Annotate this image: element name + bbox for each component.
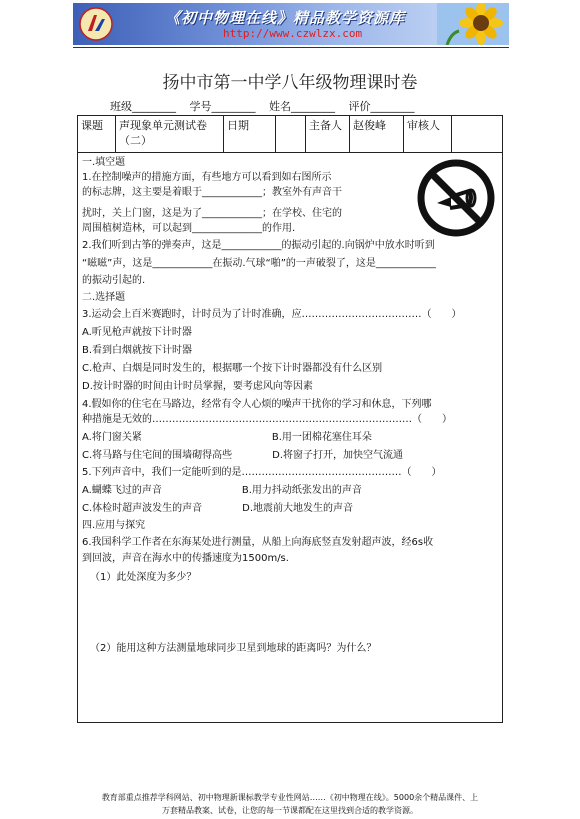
class-field: 班级________: [110, 100, 176, 113]
footer-line-1: 教育部重点推荐学科网站、初中物理新课标教学专业性网站……《初中物理在线》。5000余个精品课件、上: [101, 793, 479, 802]
date-label: 日期: [224, 116, 276, 152]
section-heading: 四.应用与探究: [82, 520, 146, 531]
banner-rule: [73, 47, 509, 48]
evaluation-field: 评价________: [348, 100, 415, 113]
banner-title: 《初中物理在线》精品教学资源库: [165, 9, 406, 27]
option-line: C.体检时超声波发生的声音 D.地震前大地发生的声音: [82, 503, 354, 514]
name-field: 姓名________: [269, 100, 335, 113]
footer-line-2: 万套精品教案、试卷，让您的每一节课都配在这里找到合适的教学资源。: [162, 806, 418, 815]
question-line: 周围植树造林，可以起到______________的作用.: [82, 223, 296, 234]
reviewer-label: 审核人: [404, 116, 452, 152]
site-logo-icon: [79, 7, 113, 41]
sunflower-icon: [437, 3, 509, 45]
question-line: 的标志牌，这主要是着眼于____________；教室外有声音干: [82, 187, 342, 198]
topic-value: 声现象单元测试卷（二）: [116, 116, 224, 152]
question-line: 的振动引起的.: [82, 275, 146, 286]
banner-url[interactable]: http://www.czwlzx.com: [223, 27, 363, 40]
date-value: [276, 116, 306, 152]
question-line: 种措施是无效的……………………………………………………………………（ ）: [82, 414, 452, 425]
topic-label: 课题: [78, 116, 116, 152]
question-line: 5.下列声音中，我们一定能听到的是…………………………………………（ ）: [82, 467, 442, 478]
no-horn-sign-icon: [417, 159, 495, 237]
section-heading: 二.选择题: [82, 292, 126, 303]
preparer-value: 赵俊峰: [350, 116, 404, 152]
exam-frame: [77, 115, 503, 723]
preparer-label: 主备人: [306, 116, 350, 152]
option-line: B.看到白烟就按下计时器: [82, 345, 193, 356]
page-title: 扬中市第一中学八年级物理课时卷: [162, 73, 418, 93]
option-line: A.蝴蝶飞过的声音 B.用力抖动纸张发出的声音: [82, 485, 362, 496]
question-line: 6.我国科学工作者在东海某处进行测量，从船上向海底竖直发射超声波，经6s收: [82, 537, 434, 548]
question-line: 1.在控制噪声的措施方面，有些地方可以看到如右图所示: [82, 172, 332, 183]
reviewer-value: [452, 116, 502, 152]
question-line: 3.运动会上百米赛跑时，计时员为了计时准确，应………………………………（ ）: [82, 309, 462, 320]
sub-question: （2）能用这种方法测量地球同步卫星到地球的距离吗？为什么？: [90, 643, 377, 654]
student-info-line: [110, 98, 425, 114]
option-line: A.听见枪声就按下计时器: [82, 327, 192, 338]
option-line: A.将门窗关紧 B.用一团棉花塞住耳朵: [82, 432, 372, 443]
option-line: C.枪声、白烟是同时发生的，根据哪一个按下计时器都没有什么区别: [82, 363, 383, 374]
section-heading: 一.填空题: [82, 157, 126, 168]
option-line: C.将马路与住宅间的围墙砌得高些 D.将窗子打开，加快空气流通: [82, 450, 404, 461]
question-line: “嗞嗞”声，这是____________在振动.气球“啪”的一声破裂了，这是____________: [82, 258, 436, 269]
question-line: 扰时，关上门窗，这是为了____________；在学校、住宅的: [82, 208, 342, 219]
site-banner: [73, 3, 509, 45]
sub-question: （1）此处深度为多少？: [90, 572, 197, 583]
question-line: 到回波，声音在海水中的传播速度为1500m/s.: [82, 553, 289, 564]
header-table: [78, 116, 502, 153]
question-line: 2.我们听到古筝的弹奏声，这是____________的振动引起的.向锅炉中放水时听到: [82, 240, 435, 251]
student-number-field: 学号________: [189, 100, 256, 113]
question-line: 4.假如你的住宅在马路边，经常有令人心烦的噪声干扰你的学习和休息，下列哪: [82, 399, 432, 410]
option-line: D.按计时器的时间由计时员掌握，要考虑风向等因素: [82, 381, 313, 392]
